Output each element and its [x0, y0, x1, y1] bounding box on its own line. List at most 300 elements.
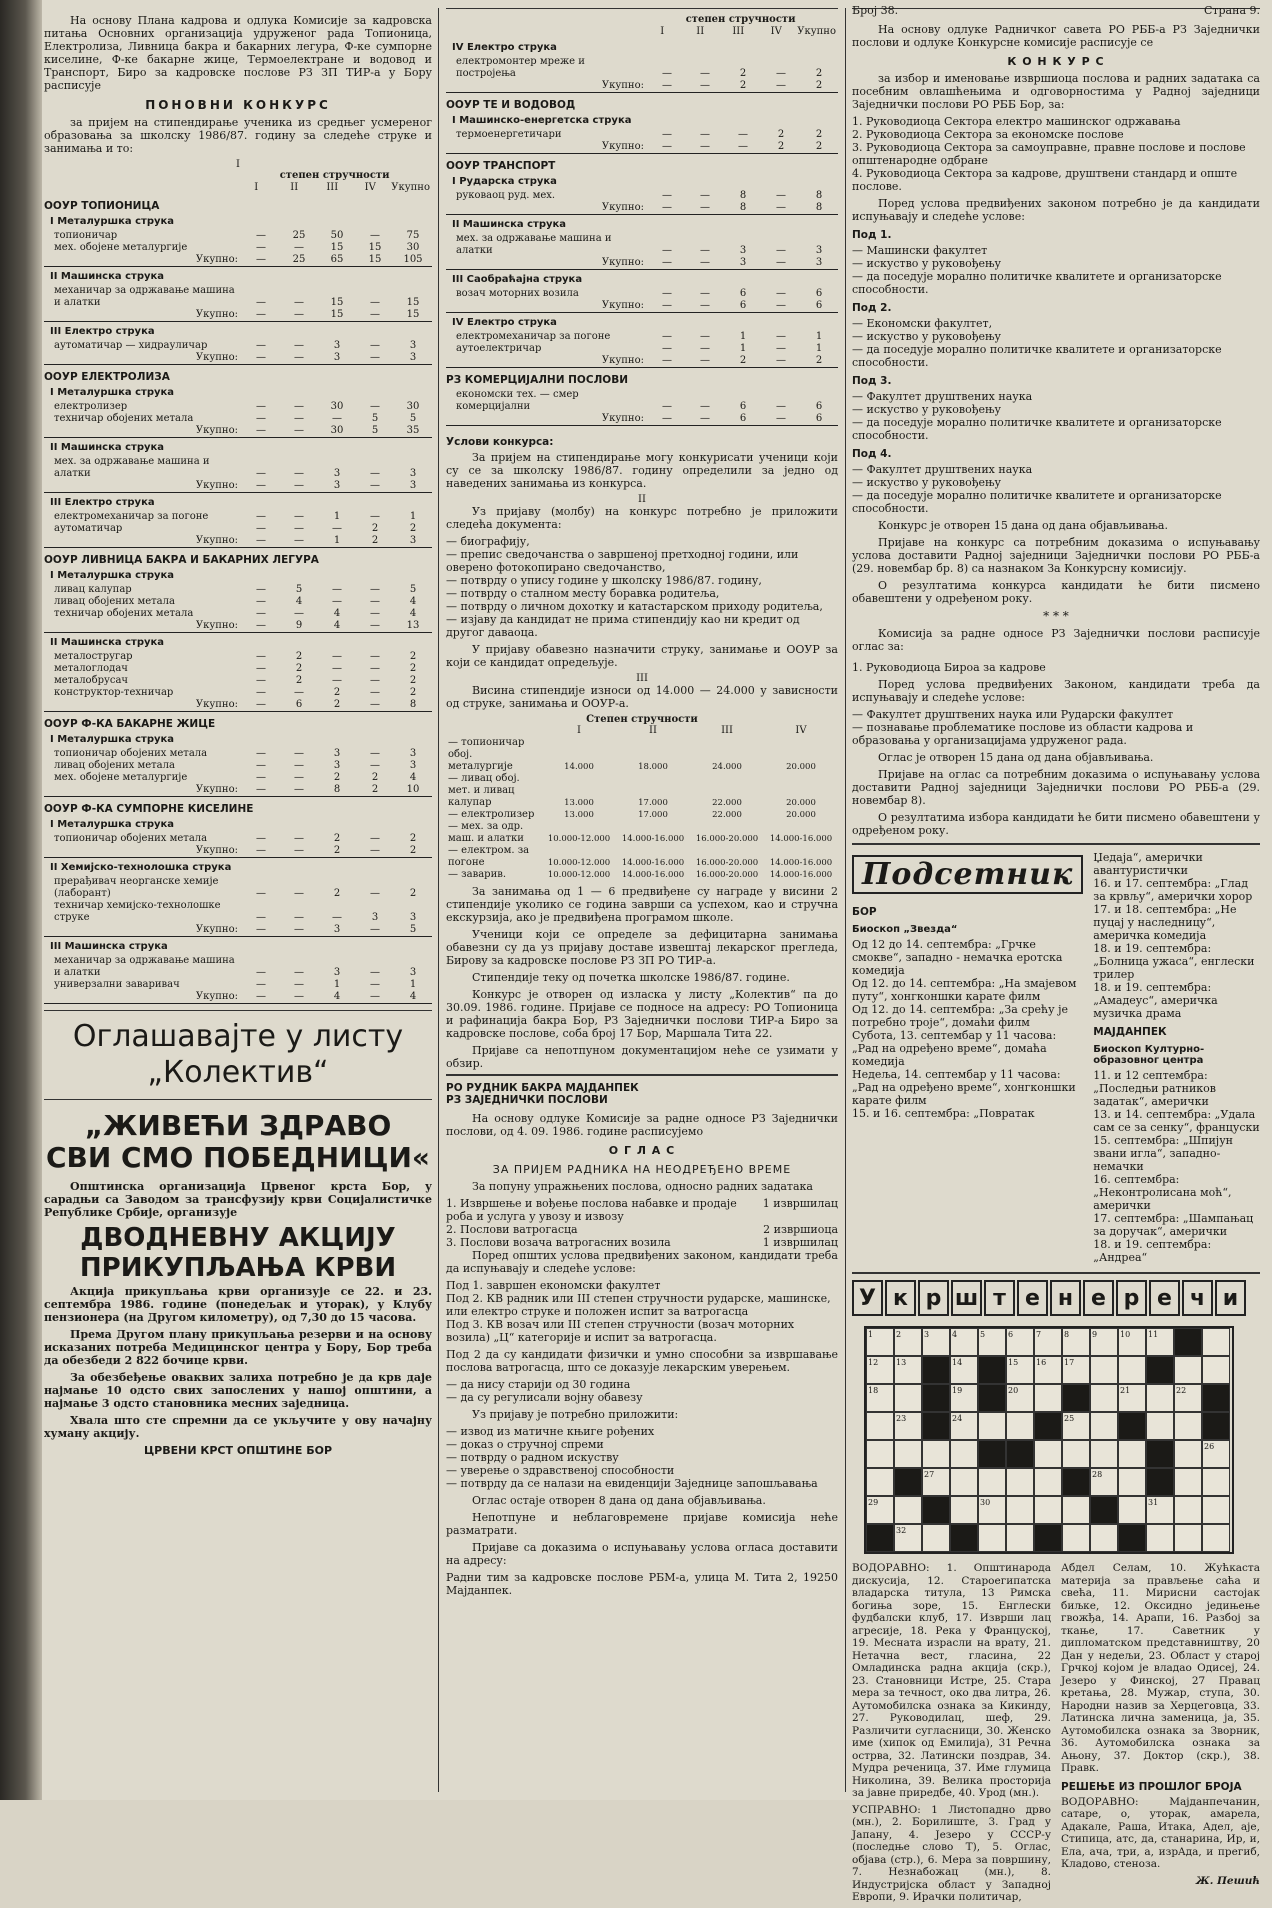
total-cell: 4: [318, 991, 356, 1004]
konkurs-title: К О Н К У Р С: [1007, 55, 1105, 68]
crossword-cell: [978, 1412, 1006, 1440]
count-cell: —: [294, 523, 304, 534]
occupation: електролизер: [54, 401, 128, 412]
total-cell: —: [280, 480, 318, 493]
crossword-cell: [978, 1356, 1006, 1384]
count-cell: —: [700, 343, 710, 354]
crossword-cell: 18: [866, 1384, 894, 1412]
salary-header: Степен стручности: [586, 714, 698, 725]
table-row: [446, 233, 838, 257]
count-cell: 3: [815, 245, 823, 256]
count-cell: 1: [333, 979, 341, 990]
total-cell: 30: [318, 425, 356, 438]
cinema-kok: Биоскоп Културно-образовног центра: [1093, 1044, 1205, 1066]
total-cell: 10: [394, 784, 432, 797]
count-cell: 2: [371, 523, 379, 534]
crossword-cell: [950, 1524, 978, 1552]
blood-goal: За обезбеђење оваквих залиха потребно је да крв даје најмање 10 одсто свих запослених у нашој општини, а најмање 3 одсто становника месних заједница.: [44, 1371, 432, 1410]
count-cell: 30: [406, 242, 420, 253]
konkurs-p6: О резултатима конкурса кандидати ће бити писмено обавештени у одређеном року.: [852, 579, 1260, 605]
schedule-item: Од 12 до 14. септембра: „Грчке смокве“, западно - немачка еротска комедија: [852, 938, 1063, 977]
total-cell: —: [762, 355, 800, 368]
total-label: Укупно:: [44, 309, 242, 322]
crossword-title-letter: ш: [951, 1280, 982, 1316]
salary-label: — електром. за погоне: [448, 845, 530, 868]
count-cell: 2: [409, 888, 417, 899]
occupation: руковаоц руд. мех.: [456, 190, 556, 201]
total-row: [446, 80, 838, 93]
crossword-cell: [1006, 1496, 1034, 1524]
count-cell: 3: [333, 967, 341, 978]
majdan-subtitle: ЗА ПРИЈЕМ РАДНИКА НА НЕОДРЕЂЕНО ВРЕМЕ: [492, 1163, 792, 1176]
blood-action-title: ДВОДНЕВНУ АКЦИЈУ ПРИКУПЉАЊА КРВИ: [79, 1223, 397, 1283]
count-cell: —: [294, 297, 304, 308]
count-cell: —: [370, 596, 380, 607]
salary-level: II: [649, 725, 657, 736]
majdan-title: О Г Л А С: [608, 1144, 676, 1157]
count-cell: —: [738, 129, 748, 140]
job-item: [446, 1236, 838, 1249]
total-cell: 2: [318, 699, 356, 712]
salary-label: — електролизер: [448, 809, 535, 820]
count-cell: 2: [777, 129, 785, 140]
count-cell: 2: [739, 68, 747, 79]
blood-date: Акција прикупљања крви организује се 22. и 23. септембра 1986. године (понедељак и уторак), у Клубу пензионера (на Другом километру), од 7,30 до 15 часова.: [44, 1285, 432, 1324]
crossword-cell: 5: [978, 1328, 1006, 1356]
crossword-cell: [1034, 1440, 1062, 1468]
schedule-item: Субота, 13. септембар у 11 часова: „Рад на одређено време“, домаћа комедија: [852, 1029, 1057, 1068]
occupation: металоглодач: [54, 663, 128, 674]
total-label: Укупно:: [44, 845, 242, 858]
crossword-cell: [1090, 1412, 1118, 1440]
occupation: техничар хемијско-технолошке струке: [54, 900, 221, 923]
total-cell: —: [242, 784, 280, 797]
occupation: топионичар обојених метала: [54, 748, 208, 759]
table-row: [44, 456, 432, 480]
table-row: [446, 190, 838, 202]
city-majdanpek: МАЈДАНПЕК: [1093, 1026, 1167, 1038]
count-cell: —: [332, 596, 342, 607]
count-cell: —: [256, 888, 266, 899]
count-cell: —: [662, 245, 672, 256]
occupation: топионичар: [54, 230, 118, 241]
crossword-cell: 22: [1174, 1384, 1202, 1412]
table-row: [44, 523, 432, 535]
table-row: [44, 596, 432, 608]
job-name: 2. Послови ватрогасца: [446, 1223, 578, 1236]
binding-shadow: [0, 0, 42, 1800]
crossword-title-letter: и: [1215, 1280, 1246, 1316]
total-cell: —: [280, 352, 318, 365]
konkurs-p4: Конкурс је отворен 15 дана од дана објављивања.: [878, 519, 1168, 532]
crossword-cell: [894, 1468, 922, 1496]
requirement-item: — да поседује морално политичке квалитете и организаторске способности.: [852, 416, 1222, 442]
job-item: [446, 1197, 838, 1223]
requirement-item: — Економски факултет,: [852, 317, 993, 330]
competition-subtitle: за пријем на стипендирање ученика из средњег усмереног образовања за школску 1986/87. годину за следеће струке и занимања и то:: [44, 116, 432, 155]
total-cell: 2: [800, 80, 838, 93]
crossword-cell: 29: [866, 1496, 894, 1524]
count-cell: —: [256, 230, 266, 241]
count-cell: —: [662, 343, 672, 354]
crossword-cell: 27: [922, 1468, 950, 1496]
salary-level: I: [577, 725, 581, 736]
schedule-item: Џедаја“, амерички авантуристички: [1093, 851, 1203, 877]
oglas-p13: О резултатима избора кандидати ће бити писмено обавештени у одређеном року.: [852, 811, 1260, 837]
count-cell: —: [256, 511, 266, 522]
group-heading: II Машинска струка: [452, 219, 567, 230]
total-label: Укупно:: [446, 202, 648, 215]
count-cell: —: [662, 190, 672, 201]
requirement-item: Под 2. КВ радник или III степен стручности рударске, машинске, или електро струке и положен испит за ватрогасца: [446, 1292, 831, 1318]
job-count: 1 извршилац: [762, 1236, 838, 1249]
right-column: [852, 4, 1260, 1908]
unit-heading: ООУР ЕЛЕКТРОЛИЗА: [44, 371, 170, 383]
crossword-cell: [1174, 1524, 1202, 1552]
requirement-item: — Факултет друштвених наука или Рударски факултет: [852, 708, 1174, 721]
total-cell: —: [686, 413, 724, 426]
condition-6: Ученици који се определе за дефицитарна занимања обавезни су да уз пријаву доставе извештај лекарског прегледа, Бирову за кадровске послове РЗ ЗП РО ТИР-а.: [446, 928, 838, 967]
clues-down-cont: Абдел Селам, 10. Жућкаста материја за прављење саћа и свећа, 11. Мирисни састојак биљке, 12. Оксидно једињење гвожђа, 14. Арапи, 16. Разбој за ткање, 17. Саветник у дипломатском представништву, 20 Дан у недељи, 23. Област у старој Грчкој којом је владао Одисеј, 24. Језеро у Финској, 27 Правац кретања, 28. Мужар, ступа, 30. Народни назив за Херцеговца, 33. Латинска лична заменица, ја, 35. Аутомобилска ознака за Зворник, 36. Аутомобилска ознака за Ањону, 37. Доктор (скр.), 38. Правк.: [1061, 1562, 1260, 1774]
unit-heading: ООУР ТЕ И ВОДОВОД: [446, 99, 576, 111]
level-label: Укупно: [391, 182, 430, 193]
crossword-cell: 30: [978, 1496, 1006, 1524]
count-cell: 3: [409, 760, 417, 771]
unit-heading: ООУР Ф-КА СУМПОРНЕ КИСЕЛИНЕ: [44, 803, 254, 815]
count-cell: 3: [333, 748, 341, 759]
count-cell: 6: [815, 288, 823, 299]
total-cell: 6: [800, 300, 838, 313]
oglas-p12: Пријаве на оглас са потребним доказима о испуњавању услова доставити Радној заједници Заједнички послови РО РББ-а (29. новембар 8).: [852, 768, 1260, 807]
requirement-item: — искуство у руковођењу: [852, 257, 1001, 270]
total-cell: 8: [800, 202, 838, 215]
position-item: 2. Руководиоца Сектора за економске послове: [852, 128, 1124, 141]
group-heading: III Машинска струка: [50, 941, 168, 952]
total-cell: —: [242, 425, 280, 438]
total-cell: 4: [318, 620, 356, 633]
majdan-jobs: [446, 1197, 838, 1249]
occupation: електромеханичар за погоне: [456, 331, 611, 342]
total-cell: —: [242, 845, 280, 858]
crossword-cell: [950, 1496, 978, 1524]
salary-row: [446, 821, 838, 845]
document-item: — препис сведочанства о завршеној претходној години, или оверено фотокопирано сведочанство,: [446, 548, 799, 574]
majdan-p2: За попуну упражњених послова, односно радних задатака: [472, 1180, 813, 1193]
crossword-cell: [978, 1440, 1006, 1468]
group-table: [446, 190, 838, 215]
total-cell: 2: [356, 784, 394, 797]
total-cell: 9: [280, 620, 318, 633]
level-label: II: [696, 26, 705, 37]
age-item: — да су регулисали војну обавезу: [446, 1391, 643, 1404]
total-cell: —: [648, 80, 686, 93]
salary-row: [446, 869, 838, 881]
requirement-item: — искуство у руковођењу: [852, 330, 1001, 343]
table-row: [44, 748, 432, 760]
unit-heading: ООУР ЛИВНИЦА БАКРА И БАКАРНИХ ЛЕГУРА: [44, 554, 319, 566]
salary-value: 17.000: [638, 798, 668, 808]
count-cell: —: [700, 331, 710, 342]
total-cell: 65: [318, 254, 356, 267]
count-cell: —: [256, 468, 266, 479]
salary-label: — заварив.: [448, 869, 507, 880]
total-cell: 3: [394, 352, 432, 365]
occupation: топионичар обојених метала: [54, 833, 208, 844]
schedule-item: 16. и 17. септембра: „Глад за крвљу“, амерички хорор: [1093, 877, 1253, 903]
salary-level: III: [721, 725, 733, 736]
table-row: [44, 285, 432, 309]
count-cell: —: [256, 413, 266, 424]
total-row: [44, 924, 432, 937]
crossword-cell: 26: [1202, 1440, 1230, 1468]
group-heading: I Металуршка струка: [50, 819, 175, 830]
crossword-title-letter: е: [1149, 1280, 1180, 1316]
table-row: [44, 979, 432, 991]
salary-value: 16.000-20.000: [695, 870, 759, 880]
count-cell: —: [256, 772, 266, 783]
total-cell: —: [280, 535, 318, 548]
count-cell: 2: [371, 772, 379, 783]
count-cell: —: [256, 584, 266, 595]
count-cell: —: [294, 912, 304, 923]
group-heading: I Металуршка струка: [50, 734, 175, 745]
count-cell: —: [370, 687, 380, 698]
total-cell: —: [242, 699, 280, 712]
section-rule: [852, 843, 1260, 845]
attachment-item: — потврду да се налази на евиденцији Заједнице запошљавања: [446, 1477, 818, 1490]
cinema-zvezda: Биоскоп „Звезда“: [852, 924, 958, 935]
count-cell: —: [700, 129, 710, 140]
crossword-cell: [894, 1496, 922, 1524]
requirement-heading: Под 2.: [852, 302, 892, 314]
condition-7: Стипендије теку од почетка школске 1986/87. године.: [472, 971, 790, 984]
salary-level: IV: [795, 725, 807, 736]
count-cell: 2: [409, 663, 417, 674]
group-table: [44, 456, 432, 493]
requirement-list: [852, 317, 1260, 369]
crossword-cell: [1174, 1356, 1202, 1384]
crossword-cell: [950, 1440, 978, 1468]
majdan-org-2: РЗ ЗАЈЕДНИЧКИ ПОСЛОВИ: [446, 1094, 608, 1106]
crossword-cell: [1146, 1412, 1174, 1440]
konkurs-p5: Пријаве на конкурс са потребним доказима о испуњавању услова доставити Радној заједници Заједнички послови РО РББ-а (29. новембар бр. 8) са назнаком За Конкурсну комисију.: [852, 536, 1260, 575]
table-row: [446, 288, 838, 300]
salary-value: 14.000-16.000: [769, 834, 833, 844]
schedule-item: 15. септембра: „Шпијун звани игла“, западно-немачки: [1093, 1134, 1233, 1173]
top-rule: [446, 8, 838, 9]
count-cell: —: [370, 297, 380, 308]
count-cell: 2: [409, 651, 417, 662]
count-cell: 15: [330, 297, 344, 308]
count-cell: —: [776, 343, 786, 354]
podsetnik-left: [852, 851, 1083, 1268]
total-cell: 105: [394, 254, 432, 267]
total-cell: —: [648, 355, 686, 368]
header-spacer: [44, 170, 237, 182]
salary-row: [446, 773, 838, 809]
roman-ii: II: [638, 494, 646, 505]
crossword-cell: 8: [1062, 1328, 1090, 1356]
crossword-cell: 28: [1090, 1468, 1118, 1496]
count-cell: —: [332, 663, 342, 674]
crossword-cell: [922, 1440, 950, 1468]
crossword-cell: [1174, 1468, 1202, 1496]
count-cell: —: [662, 129, 672, 140]
count-cell: —: [370, 888, 380, 899]
total-cell: —: [686, 257, 724, 270]
group-table: [44, 748, 432, 797]
crossword-cell: [1118, 1356, 1146, 1384]
total-cell: 15: [356, 254, 394, 267]
count-cell: —: [294, 833, 304, 844]
schedule-a: [852, 938, 1083, 1120]
total-cell: —: [280, 309, 318, 322]
table-row: [44, 675, 432, 687]
requirement-heading: Под 3.: [852, 375, 892, 387]
total-cell: 15: [394, 309, 432, 322]
total-label: Укупно:: [44, 254, 242, 267]
count-cell: 3: [333, 468, 341, 479]
crossword-cell: [922, 1384, 950, 1412]
salary-row: [446, 737, 838, 773]
requirement-item: — да поседује морално политичке квалитете и организаторске способности.: [852, 343, 1222, 369]
requirement-item: — искуство у руковођењу: [852, 403, 1001, 416]
total-cell: —: [648, 413, 686, 426]
count-cell: —: [256, 596, 266, 607]
total-label: Укупно:: [44, 480, 242, 493]
total-row: [44, 845, 432, 858]
schedule-item: 17. и 18. септембра: „Не пуцај у наследницу“, америчка комедија: [1093, 903, 1237, 942]
count-cell: —: [370, 468, 380, 479]
count-cell: —: [370, 979, 380, 990]
total-cell: 6: [724, 413, 762, 426]
crossword-title-letter: т: [984, 1280, 1015, 1316]
crossword-cell: [1202, 1384, 1230, 1412]
majdan-org-1: РО РУДНИК БАКРА МАЈДАНПЕК: [446, 1082, 639, 1094]
oglas-p11: Оглас је отворен 15 дана од дана објављивања.: [878, 751, 1154, 764]
table-row: [44, 833, 432, 845]
crossword-cell: 10: [1118, 1328, 1146, 1356]
requirement-item: — да поседује морално политичке квалитете и организаторске способности.: [852, 270, 1222, 296]
count-cell: —: [256, 912, 266, 923]
group-heading: I Рударска струка: [452, 176, 557, 187]
total-row: [446, 413, 838, 426]
crossword-cell: 1: [866, 1328, 894, 1356]
section-rule: [446, 1074, 838, 1076]
clues-right: [1061, 1562, 1260, 1908]
clues-across: ВОДОРАВНО: 1. Општинарода дискусија, 12. Староегипатска владарска титула, 13 Римска богиња зоре, 15. Енглески фудбалски клуб, 17. Изврши лац агресије, 18. Река у Француској, 19. Месната израсли на врату, 21. Нетачна вест, гласина, 22 Омладинска радна акција (скр.), 23. Становници Истре, 25. Стара мера за течност, око два литра, 26. Аутомобилска ознака за Кикинду, 27. Руководилац, шеф, 29. Различити сугласници, 30. Женско име (хипок од Емилија), 31 Речна острва, 32. Латински поздрав, 34. Мудра реченица, 37. Име глумица Николина, 39. Велика просторија за јавне приредбе, 40. Урод (мн.).: [852, 1562, 1051, 1799]
schedule-item: Од 12. до 14. септембра: „На змајевом путу“, хонгконшки карате филм: [852, 977, 1077, 1003]
crossword-cell: 9: [1090, 1328, 1118, 1356]
count-cell: —: [256, 748, 266, 759]
condition-8: Конкурс је отворен од изласка у листу „Колектив“ па до 30.09. 1986. године. Пријаве се подносе на адресу: РО Топионица и рафинација бакра Бор, РЗ Заједнички послови ТИР-а Биро за кадровске послове, соба број 17 Бор, Маршала Тита 22.: [446, 988, 838, 1040]
crossword-title-letter: р: [918, 1280, 949, 1316]
crossword-cell: [1146, 1356, 1174, 1384]
crossword-cell: [1202, 1412, 1230, 1440]
crossword-cell: [922, 1356, 950, 1384]
table-row: [446, 56, 838, 80]
occupation: електромеханичар за погоне: [54, 511, 209, 522]
occupation: прерађивач неорганске хемије (лаборант): [54, 876, 219, 899]
count-cell: 30: [406, 401, 420, 412]
table-row: [446, 331, 838, 343]
crossword-cell: [1202, 1468, 1230, 1496]
crossword-author: Ж. Пешић: [1195, 1874, 1260, 1887]
count-cell: —: [256, 967, 266, 978]
occupation: ливац обојених метала: [54, 760, 175, 771]
crossword-cell: [1090, 1356, 1118, 1384]
group-heading: III Електро струка: [50, 326, 155, 337]
count-cell: —: [294, 242, 304, 253]
count-cell: 3: [409, 912, 417, 923]
total-cell: 2: [724, 355, 762, 368]
crossword-cell: [1118, 1412, 1146, 1440]
salary-label: — ливац обој. мет. и ливац калупар: [448, 773, 520, 808]
total-row: [446, 257, 838, 270]
total-label: Укупно:: [44, 352, 242, 365]
document-item: — биографију,: [446, 535, 530, 548]
column-rule: [438, 8, 439, 1792]
total-cell: 8: [318, 784, 356, 797]
crossword-cell: [1174, 1496, 1202, 1524]
section-rule: [852, 1272, 1260, 1274]
count-cell: 1: [409, 979, 417, 990]
table-row: [44, 230, 432, 242]
total-cell: —: [242, 254, 280, 267]
count-cell: —: [370, 584, 380, 595]
salary-value: 14.000-16.000: [769, 870, 833, 880]
count-cell: —: [370, 651, 380, 662]
occupation: возач моторних возила: [456, 288, 579, 299]
blood-title-2: СВИ СМО ПОБЕДНИЦИ«: [45, 1141, 431, 1174]
level-label: III: [326, 182, 339, 193]
crossword-title-letter: У: [852, 1280, 883, 1316]
group-heading: II Машинска струка: [50, 271, 165, 282]
count-cell: —: [700, 190, 710, 201]
occupation: аутоелектричар: [456, 343, 542, 354]
count-cell: 2: [409, 687, 417, 698]
count-cell: 4: [409, 596, 417, 607]
count-cell: —: [256, 675, 266, 686]
blood-title-1: „ЖИВЕЋИ ЗДРАВО: [84, 1109, 392, 1142]
count-cell: 1: [739, 343, 747, 354]
requirement-list: [852, 463, 1260, 515]
total-row: [44, 620, 432, 633]
group-heading: IV Електро струка: [452, 42, 557, 53]
total-row: [44, 699, 432, 712]
crossword-cell: [1090, 1524, 1118, 1552]
crossword-title-letter: н: [1050, 1280, 1081, 1316]
salary-label: — мех. за одр. маш. и алатки: [448, 821, 524, 844]
crossword-title-letter: е: [1017, 1280, 1048, 1316]
salary-value: 10.000-12.000: [547, 870, 611, 880]
crossword-title-letter: к: [885, 1280, 916, 1316]
total-cell: 3: [724, 257, 762, 270]
salary-value: 10.000-12.000: [547, 858, 611, 868]
total-cell: 2: [394, 845, 432, 858]
majdan-address: Радни тим за кадровске послове РБМ-а, улица М. Тита 2, 19250 Мајданпек.: [446, 1571, 838, 1597]
konkurs-p3: Поред услова предвиђених законом потребно је да кандидати испуњавају и следеће услове:: [852, 197, 1260, 223]
podsetnik-box: [852, 851, 1260, 1268]
count-cell: 2: [815, 129, 823, 140]
podsetnik-logo: Подсетник: [852, 855, 1083, 894]
crossword-cell: 6: [1006, 1328, 1034, 1356]
salary-value: 13.000: [564, 810, 594, 820]
total-cell: —: [280, 784, 318, 797]
crossword-cell: [866, 1524, 894, 1552]
table-row: [44, 900, 432, 924]
salary-value: 17.000: [638, 810, 668, 820]
